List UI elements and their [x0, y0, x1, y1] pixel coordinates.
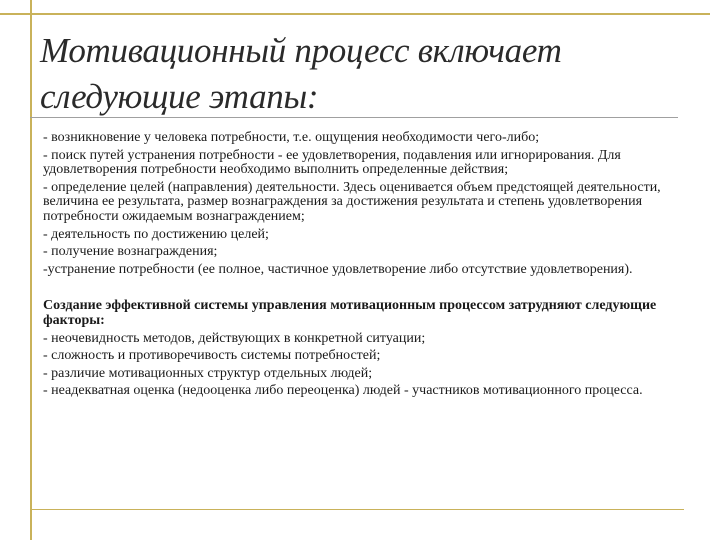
vertical-rule: [30, 0, 32, 540]
slide-title: Мотивационный процесс включает следующие этапы:: [40, 31, 562, 116]
title-underline: [30, 117, 678, 118]
stage-item: - деятельность по достижению целей;: [43, 226, 269, 242]
bottom-rule: [30, 509, 684, 510]
factors-heading: Создание эффективной системы управления мотивационным процессом затрудняют следующие факторы:: [43, 298, 657, 328]
stage-item: - поиск путей устранения потребности - ее удовлетворения, подавления или игнорирования. Для удовлетворения потребности необходимо выполнить определенные действия;: [43, 147, 621, 178]
left-margin: [0, 0, 30, 540]
factor-item: - неадекватная оценка (недооценка либо переоценка) людей - участников мотивационного процесса.: [43, 383, 643, 399]
stage-item: - получение вознаграждения;: [43, 244, 218, 260]
factor-item: - неочевидность методов, действующих в конкретной ситуации;: [43, 330, 426, 346]
factor-item: - сложность и противоречивость системы потребностей;: [43, 348, 381, 364]
factor-item: - различие мотивационных структур отдельных людей;: [43, 365, 373, 381]
stage-item: -устранение потребности (ее полное, частичное удовлетворение либо отсутствие удовлетворения).: [43, 261, 633, 277]
slide-body: [43, 131, 673, 402]
section-gap: [43, 280, 673, 299]
top-rule: [0, 13, 710, 15]
stage-item: - возникновение у человека потребности, т.е. ощущения необходимости чего-либо;: [43, 130, 540, 145]
stage-item: - определение целей (направления) деятельности. Здесь оценивается объем предстоящей деятельности, величина ее результата, размер вознаграждения за достижения результата и степень удовлетворения потребности ожидаемым вознаграждением;: [43, 179, 661, 224]
